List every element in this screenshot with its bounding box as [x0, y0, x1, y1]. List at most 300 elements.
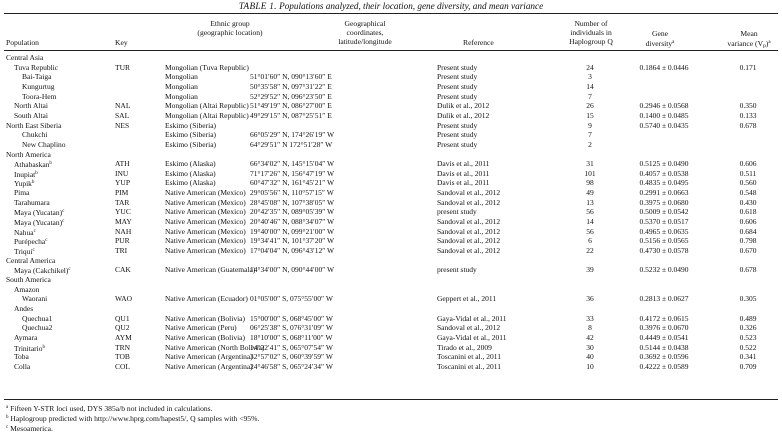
footnote [6, 423, 53, 433]
coordinates-cell: 14°22′41″ S, 065°07′54″ W [250, 342, 333, 352]
population-name: Tarahumara [14, 197, 50, 207]
population-name: Toora-Hem [22, 91, 57, 101]
population-cell [6, 53, 43, 62]
population-cell [14, 63, 58, 72]
count-cell: 2 [588, 139, 592, 149]
population-cell [22, 294, 47, 303]
footnote-mark: c [32, 248, 35, 253]
population-name: Triqui [14, 247, 33, 256]
count-cell: 6 [588, 236, 592, 246]
count-cell: 14 [586, 81, 594, 91]
gene-diversity-cell: 0.4222 ± 0.0589 [639, 361, 689, 371]
mean-variance-cell: 0.684 [739, 226, 757, 236]
table-row [0, 140, 782, 149]
ethnic-group-cell: Native American (Bolivia) [165, 313, 245, 323]
population-name: Purépecha [14, 237, 46, 247]
reference-cell: Sandoval et al., 2012 [437, 236, 501, 246]
reference-cell: Tirado et al., 2009 [437, 342, 492, 352]
ethnic-group-cell: Eskimo (Alaska) [165, 168, 216, 178]
reference-cell: Present study [437, 72, 478, 82]
reference-cell: Gaya-Vidal et al., 2011 [437, 332, 507, 342]
ethnic-group-cell: Mongolian (Tuva Republic) [165, 62, 249, 72]
table-row [0, 352, 782, 361]
mean-variance-cell: 0.606 [739, 159, 757, 169]
population-name: Aymara [14, 332, 38, 342]
coordinates-cell: 32°57′02″ S, 060°39′59″ W [250, 352, 333, 362]
reference-cell: Present study [437, 120, 478, 130]
ethnic-group-cell: Native American (Argentina) [165, 361, 253, 371]
population-cell [14, 227, 36, 237]
mean-variance-cell: 0.618 [739, 207, 757, 217]
reference-cell: Gaya-Vidal et al., 2011 [437, 313, 507, 323]
header-rule [4, 50, 778, 51]
key-cell: NAH [115, 226, 132, 236]
gene-diversity-cell: 0.3692 ± 0.0596 [639, 352, 689, 362]
key-cell: TAR [115, 197, 130, 207]
count-cell: 3 [588, 72, 592, 82]
table-row [0, 265, 782, 274]
table-row [0, 130, 782, 139]
population-name: Central America [6, 255, 56, 265]
population-cell [14, 188, 29, 197]
reference-cell: Davis et al., 2011 [437, 168, 490, 178]
ethnic-group-cell: Eskimo (Siberia) [165, 120, 217, 130]
population-name: Amazon [14, 284, 40, 294]
ethnic-group-cell: Eskimo (Siberia) [165, 130, 217, 140]
reference-cell: Sandoval et al., 2012 [437, 246, 501, 255]
count-cell: 56 [586, 207, 594, 217]
population-cell [22, 130, 47, 139]
table-row [0, 333, 782, 342]
mean-variance-cell: 0.326 [739, 323, 757, 333]
reference-cell: Sandoval et al., 2012 [437, 323, 501, 333]
coordinates-cell: 14°34′00″ N, 090°44′00″ W [250, 265, 335, 275]
key-cell: TRI [115, 246, 128, 255]
header-number: Number of individuals in Haplogroup Q [569, 19, 613, 46]
header-reference: Reference [463, 38, 494, 47]
mean-variance-cell: 0.709 [739, 361, 757, 371]
table-row [0, 159, 782, 168]
ethnic-group-cell: Native American (Mexico) [165, 197, 246, 207]
coordinates-cell: 28°45′08″ N, 107°38′05″ W [250, 197, 335, 207]
population-cell [6, 275, 51, 284]
reference-cell: Present study [437, 130, 478, 140]
footnote [6, 413, 259, 423]
mean-variance-cell: 0.133 [739, 110, 757, 120]
population-cell [14, 159, 52, 169]
ethnic-group-cell: Mongolian [165, 91, 198, 101]
population-cell [14, 304, 33, 313]
population-name: Trinitario [14, 343, 43, 353]
count-cell: 7 [588, 91, 592, 101]
coordinates-cell: 51°01′60″ N, 090°13′60″ E [250, 72, 332, 82]
reference-cell: Davis et al., 2011 [437, 178, 490, 188]
count-cell: 36 [586, 294, 594, 304]
header-population: Population [6, 38, 39, 47]
table-row [0, 343, 782, 352]
population-name: North East Siberia [6, 120, 62, 130]
gene-diversity-cell: 0.5156 ± 0.0565 [639, 236, 689, 246]
mean-variance-cell: 0.305 [739, 294, 757, 304]
key-cell: TRN [115, 342, 130, 352]
population-cell [22, 323, 52, 332]
key-cell: QU2 [115, 323, 130, 333]
population-name: Chukchi [22, 130, 48, 140]
population-cell [14, 101, 48, 110]
count-cell: 15 [586, 110, 594, 120]
region-heading [0, 53, 782, 62]
table-row [0, 323, 782, 332]
reference-cell: present study [437, 265, 477, 275]
table-row [0, 63, 782, 72]
footnote-text: Mesoamerica. [8, 424, 53, 433]
footnote-mark: c [6, 425, 9, 430]
population-name: North Altai [14, 101, 48, 111]
reference-cell: Present study [437, 62, 478, 72]
gene-diversity-cell: 0.5144 ± 0.0438 [639, 342, 689, 352]
population-cell [14, 246, 35, 256]
reference-cell: Geppert et al., 2011 [437, 294, 497, 304]
gene-diversity-cell: 0.3976 ± 0.0670 [639, 323, 689, 333]
gene-diversity-cell: 0.5125 ± 0.0490 [639, 159, 689, 169]
table-row [0, 178, 782, 187]
reference-cell: Dulik et al., 2012 [437, 110, 490, 120]
count-cell: 49 [586, 188, 594, 198]
population-name: Colla [14, 361, 31, 371]
reference-cell: Sandoval et al., 2012 [437, 188, 501, 198]
gene-diversity-cell: 0.4965 ± 0.0635 [639, 226, 689, 236]
mean-variance-cell: 0.489 [739, 313, 757, 323]
footnote-mark: c [68, 267, 71, 273]
footnote-mark: b [6, 415, 9, 420]
population-cell [14, 352, 29, 361]
population-cell [14, 285, 39, 294]
table-row [0, 101, 782, 110]
count-cell: 24 [586, 62, 594, 72]
population-name: Toba [14, 352, 29, 362]
ethnic-group-cell: Native American (Mexico) [165, 236, 246, 246]
mean-variance-cell: 0.678 [739, 265, 757, 275]
mean-variance-cell: 0.678 [739, 120, 757, 130]
reference-cell: Present study [437, 91, 478, 101]
table-row [0, 198, 782, 207]
footnote-mark: c [62, 219, 65, 225]
ethnic-group-cell: Mongolian (Altai Republic) [165, 110, 249, 120]
top-rule [4, 13, 778, 14]
count-cell: 42 [586, 332, 594, 342]
reference-cell: Present study [437, 139, 478, 149]
count-cell: 30 [586, 342, 594, 352]
mean-variance-cell: 0.670 [739, 246, 757, 255]
ethnic-group-cell: Native American (Mexico) [165, 217, 246, 227]
table-row [0, 227, 782, 236]
ethnic-group-cell: Eskimo (Alaska) [165, 159, 216, 169]
footnote-mark: c [45, 238, 48, 244]
key-cell: YUP [115, 178, 131, 188]
coordinates-cell: 52°29′52″ N, 096°23′50″ E [250, 91, 332, 101]
table-row [0, 121, 782, 130]
footnote-text: Haplogroup predicted with http://www.hprg.com/hapest5/, Q samples with <95%. [8, 414, 260, 423]
coordinates-cell: 19°34′41″ N, 101°37′20″ W [250, 236, 335, 246]
population-cell [14, 178, 34, 188]
footnote [6, 403, 213, 413]
ethnic-group-cell: Native American (North Bolivia) [165, 342, 265, 352]
mean-variance-cell: 0.341 [739, 352, 757, 362]
gene-diversity-cell: 0.1864 ± 0.0446 [639, 62, 689, 72]
table-row [0, 207, 782, 216]
count-cell: 13 [586, 197, 594, 207]
mean-variance-cell: 0.511 [739, 168, 757, 178]
coordinates-cell: 64°29′51″ N 172°51′28″ W [250, 139, 333, 149]
gene-diversity-cell: 0.3975 ± 0.0680 [639, 197, 689, 207]
header-key: Key [115, 38, 128, 47]
key-cell: AYM [115, 332, 132, 342]
ethnic-group-cell: Native American (Peru) [165, 323, 237, 333]
header-ethnic: Ethnic group (geographic location) [197, 19, 263, 37]
key-cell: PUR [115, 236, 130, 246]
population-cell [6, 150, 51, 159]
gene-diversity-cell: 0.1400 ± 0.0485 [639, 110, 689, 120]
ethnic-group-cell: Mongolian (Altai Republic) [165, 101, 249, 111]
key-cell: YUC [115, 207, 131, 217]
table-row [0, 92, 782, 101]
reference-cell: Toscanini et al., 2011 [437, 361, 501, 371]
table-row [0, 82, 782, 91]
count-cell: 8 [588, 323, 592, 333]
count-cell: 14 [586, 217, 594, 227]
count-cell: 9 [588, 120, 592, 130]
count-cell: 98 [586, 178, 594, 188]
mean-variance-cell: 0.548 [739, 188, 757, 198]
footnote-mark: b [49, 161, 52, 167]
header-geo: Geographical coordinates, latitude/longitude [338, 19, 392, 46]
population-name: Maya (Yucatan) [14, 218, 63, 228]
count-cell: 40 [586, 352, 594, 362]
population-cell [14, 198, 50, 207]
population-name: Yupik [14, 179, 32, 189]
coordinates-cell: 06°25′38″ S, 076°31′09″ W [250, 323, 333, 333]
mean-variance-cell: 0.798 [739, 236, 757, 246]
ethnic-group-cell: Mongolian [165, 81, 198, 91]
reference-cell: Sandoval et al., 2012 [437, 217, 501, 227]
count-cell: 39 [586, 265, 594, 275]
population-name: Central Asia [6, 53, 44, 62]
population-cell [14, 333, 37, 342]
gene-diversity-cell: 0.4835 ± 0.0495 [639, 178, 689, 188]
table-caption: TABLE 1. Populations analyzed, their location, gene diversity, and mean variance [238, 1, 544, 11]
gene-diversity-cell: 0.5740 ± 0.0435 [639, 120, 689, 130]
gene-diversity-cell: 0.4730 ± 0.0578 [639, 246, 689, 255]
coordinates-cell: 17°04′04″ N, 096°43′12″ W [250, 246, 335, 255]
population-name: Bai-Taiga [22, 72, 52, 82]
gene-diversity-cell: 0.4172 ± 0.0615 [639, 313, 689, 323]
table-row [0, 236, 782, 245]
region-heading [0, 275, 782, 284]
count-cell: 26 [586, 101, 594, 111]
mean-variance-cell: 0.430 [739, 197, 757, 207]
population-cell [6, 256, 55, 265]
key-cell: ATH [115, 159, 130, 169]
ethnic-group-cell: Native American (Mexico) [165, 246, 246, 255]
footnote-mark: b [42, 344, 45, 350]
gene-diversity-cell: 0.2813 ± 0.0627 [639, 294, 689, 304]
count-cell: 101 [584, 168, 596, 178]
ethnic-group-cell: Eskimo (Siberia) [165, 139, 217, 149]
ethnic-group-cell: Native American (Mexico) [165, 188, 246, 198]
coordinates-cell: 01°05′00″ S, 075°55′00″ W [250, 294, 333, 304]
coordinates-cell: 49°29′15″ N, 087°25′51″ E [250, 110, 332, 120]
coordinates-cell: 51°49′19″ N, 086°27′00″ E [250, 101, 332, 111]
population-name: New Chaplino [22, 139, 66, 149]
mean-variance-cell: 0.523 [739, 332, 757, 342]
population-cell [6, 121, 61, 130]
coordinates-cell: 66°05′29″ N, 174°26′19″ W [250, 130, 335, 140]
ethnic-group-cell: Native American (Argentina) [165, 352, 253, 362]
population-name: Pima [14, 188, 30, 198]
mean-variance-cell: 0.350 [739, 101, 757, 111]
coordinates-cell: 66°34′02″ N, 145°15′04″ W [250, 159, 335, 169]
coordinates-cell: 20°42′35″ N, 089°05′39″ W [250, 207, 335, 217]
mean-variance-cell: 0.171 [739, 62, 757, 72]
table-row [0, 72, 782, 81]
population-name: Athabaskan [14, 160, 50, 170]
reference-cell: Davis et al., 2011 [437, 159, 490, 169]
coordinates-cell: 19°40′00″ N, 099°21′00″ W [250, 226, 335, 236]
header-gene-diversity: Gene diversity$^a$ [645, 29, 675, 48]
key-cell: WAO [115, 294, 133, 304]
key-cell: NES [115, 120, 130, 130]
key-cell: QU1 [115, 313, 130, 323]
population-cell [14, 207, 64, 217]
population-name: Andes [14, 303, 34, 313]
mean-variance-cell: 0.560 [739, 178, 757, 188]
key-cell: TUR [115, 62, 130, 72]
population-name: Kungurtug [22, 81, 55, 91]
coordinates-cell: 18°10′00″ S, 068°11′00″ W [250, 332, 333, 342]
population-cell [14, 217, 64, 227]
footnote-mark: c [62, 209, 65, 215]
key-cell: PIM [115, 188, 129, 198]
footnote-mark: c [33, 228, 36, 234]
gene-diversity-cell: 0.5232 ± 0.0490 [639, 265, 689, 275]
coordinates-cell: 20°40′46″ N, 088°34′07″ W [250, 217, 335, 227]
table-row [0, 188, 782, 197]
population-cell [14, 111, 48, 120]
table-row [0, 111, 782, 120]
coordinates-cell: 24°46′58″ S, 065°24′34″ W [250, 361, 333, 371]
population-cell [14, 265, 71, 275]
population-name: South Altai [14, 110, 48, 120]
population-name: North America [6, 149, 51, 159]
count-cell: 31 [586, 159, 594, 169]
population-cell [22, 314, 52, 323]
header-mean-variance: Mean variance $(Vp)^a$ [727, 29, 771, 49]
population-cell [22, 92, 56, 101]
gene-diversity-cell: 0.5009 ± 0.0542 [639, 207, 689, 217]
key-cell: CAK [115, 265, 131, 275]
subregion-heading [0, 285, 782, 294]
population-cell [14, 169, 38, 179]
ethnic-group-cell: Native American (Ecuador) [165, 294, 248, 304]
key-cell: INU [115, 168, 129, 178]
key-cell: SAL [115, 110, 130, 120]
key-cell: MAY [115, 217, 132, 227]
reference-cell: Sandoval et al., 2012 [437, 226, 501, 236]
footnote-text: Fifteen Y-STR loci used, DYS 385a/b not included in calculations. [8, 404, 213, 413]
population-cell [22, 82, 55, 91]
region-heading [0, 256, 782, 265]
count-cell: 7 [588, 130, 592, 140]
ethnic-group-cell: Native American (Bolivia) [165, 332, 245, 342]
coordinates-cell: 50°35′58″ N, 097°31′22″ E [250, 81, 332, 91]
table-row [0, 314, 782, 323]
footnote-mark: b [31, 180, 35, 186]
table-row [0, 217, 782, 226]
coordinates-cell: 15°00′00″ S, 068°45′00″ W [250, 313, 333, 323]
population-cell [14, 343, 45, 353]
table-row [0, 362, 782, 371]
key-cell: COL [115, 361, 130, 371]
key-cell: NAL [115, 101, 131, 111]
mean-variance-cell: 0.522 [739, 342, 757, 352]
count-cell: 10 [586, 361, 594, 371]
coordinates-cell: 60°47′32″ N, 161°45′21″ W [250, 178, 335, 188]
reference-cell: present study [437, 207, 477, 217]
gene-diversity-cell: 0.5370 ± 0.0517 [639, 217, 689, 227]
count-cell: 33 [586, 313, 594, 323]
gene-diversity-cell: 0.2991 ± 0.0663 [639, 188, 689, 198]
ethnic-group-cell: Eskimo (Alaska) [165, 178, 216, 188]
region-heading [0, 150, 782, 159]
subregion-heading [0, 304, 782, 313]
population-name: Nahua [14, 227, 34, 237]
table-row [0, 169, 782, 178]
ethnic-group-cell: Native American (Mexico) [165, 207, 246, 217]
population-name: Quechua2 [22, 323, 53, 333]
table-row [0, 294, 782, 303]
count-cell: 56 [586, 226, 594, 236]
mean-variance-cell: 0.606 [739, 217, 757, 227]
ethnic-group-cell: Native American (Mexico) [165, 226, 246, 236]
population-name: Inupiat [14, 169, 36, 179]
population-name: Maya (Cakchikel) [14, 266, 69, 276]
gene-diversity-cell: 0.2946 ± 0.0568 [639, 101, 689, 111]
reference-cell: Present study [437, 81, 478, 91]
coordinates-cell: 29°05′56″ N, 110°57′15″ W [250, 188, 334, 198]
footnote-mark: b [35, 170, 38, 176]
reference-cell: Toscanini et al., 2011 [437, 352, 501, 362]
coordinates-cell: 71°17′26″ N, 156°47′19″ W [250, 168, 335, 178]
footnote-mark: a [6, 405, 9, 410]
gene-diversity-cell: 0.4057 ± 0.0538 [639, 168, 689, 178]
ethnic-group-cell: Native American (Guatemala) [165, 265, 256, 275]
table-row [0, 246, 782, 255]
population-cell [22, 72, 51, 81]
population-name: South America [6, 274, 51, 284]
population-cell [14, 362, 30, 371]
population-name: Maya (Yucatan) [14, 208, 63, 218]
gene-diversity-cell: 0.4449 ± 0.0541 [639, 332, 689, 342]
ethnic-group-cell: Mongolian [165, 72, 198, 82]
key-cell: TOB [115, 352, 130, 362]
reference-cell: Dulik et al., 2012 [437, 101, 490, 111]
population-name: Tuva Republic [14, 62, 59, 72]
population-cell [14, 236, 47, 246]
population-name: Waorani [22, 294, 48, 304]
count-cell: 22 [586, 246, 594, 255]
bottom-rule [4, 399, 778, 400]
population-cell [22, 140, 66, 149]
